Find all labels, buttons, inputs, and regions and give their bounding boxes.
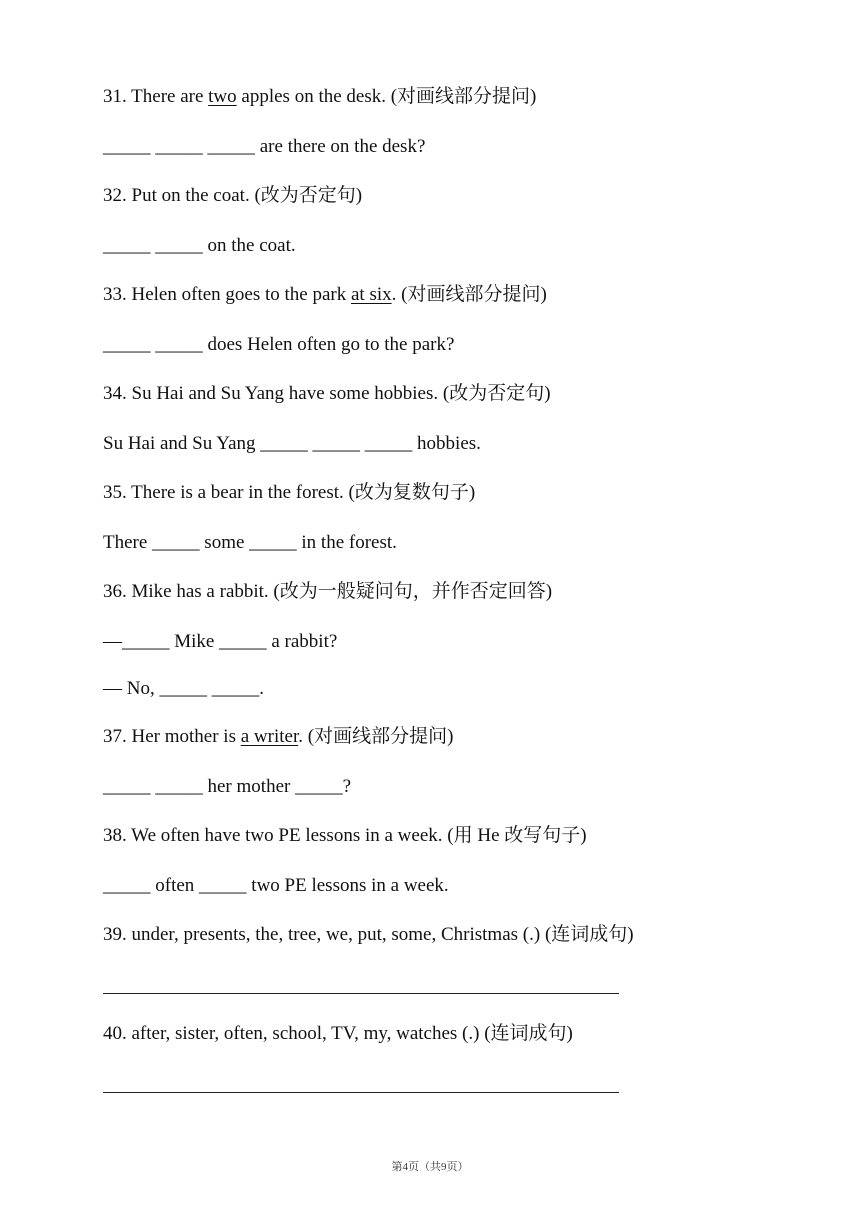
question-36-answer-reply: — No, _____ _____. [103,678,264,699]
question-31-prompt [103,85,536,109]
question-34-prompt: 34. Su Hai and Su Yang have some hobbies. (改为否定句) [103,383,551,404]
question-32-answer: _____ _____ on the coat. [103,235,296,256]
question-33-answer: _____ _____ does Helen often go to the park? [103,334,455,355]
question-33-text-start: 33. Helen often goes to the park [103,284,351,305]
question-40-answer-line[interactable] [103,1092,619,1093]
question-39-answer-line[interactable] [103,993,619,994]
question-37-underlined: a writer [240,726,299,747]
question-31-underlined: two [208,86,237,107]
question-37-prompt [103,725,453,749]
question-38-answer: _____ often _____ two PE lessons in a week. [103,875,449,896]
question-33-prompt [103,283,547,307]
question-31-text-start: 31. There are [103,86,209,107]
question-33-text-end: . (对画线部分提问) [391,284,547,305]
question-32-prompt: 32. Put on the coat. (改为否定句) [103,185,363,206]
question-37-text-end: . (对画线部分提问) [298,726,454,747]
question-39-prompt: 39. under, presents, the, tree, we, put, some, Christmas (.) (连词成句) [103,924,634,945]
question-31-text-end: apples on the desk. (对画线部分提问) [236,86,537,107]
question-33-underlined: at six [350,284,392,305]
question-31-answer: _____ _____ _____ are there on the desk? [103,136,426,157]
question-36-prompt: 36. Mike has a rabbit. (改为一般疑问句，并作否定回答) [103,581,553,602]
page-number: 第4页（共9页） [391,1161,469,1173]
question-40-prompt: 40. after, sister, often, school, TV, my, watches (.) (连词成句) [103,1023,573,1044]
question-38-prompt: 38. We often have two PE lessons in a week. (用 He 改写句子) [103,825,587,846]
question-34-answer: Su Hai and Su Yang _____ _____ _____ hobbies. [103,433,481,454]
question-37-text-start: 37. Her mother is [103,726,241,747]
question-37-answer: _____ _____ her mother _____? [103,776,352,797]
question-35-prompt: 35. There is a bear in the forest. (改为复数句子) [103,482,476,503]
question-36-answer-question: —_____ Mike _____ a rabbit? [103,631,338,652]
question-35-answer: There _____ some _____ in the forest. [103,532,397,553]
